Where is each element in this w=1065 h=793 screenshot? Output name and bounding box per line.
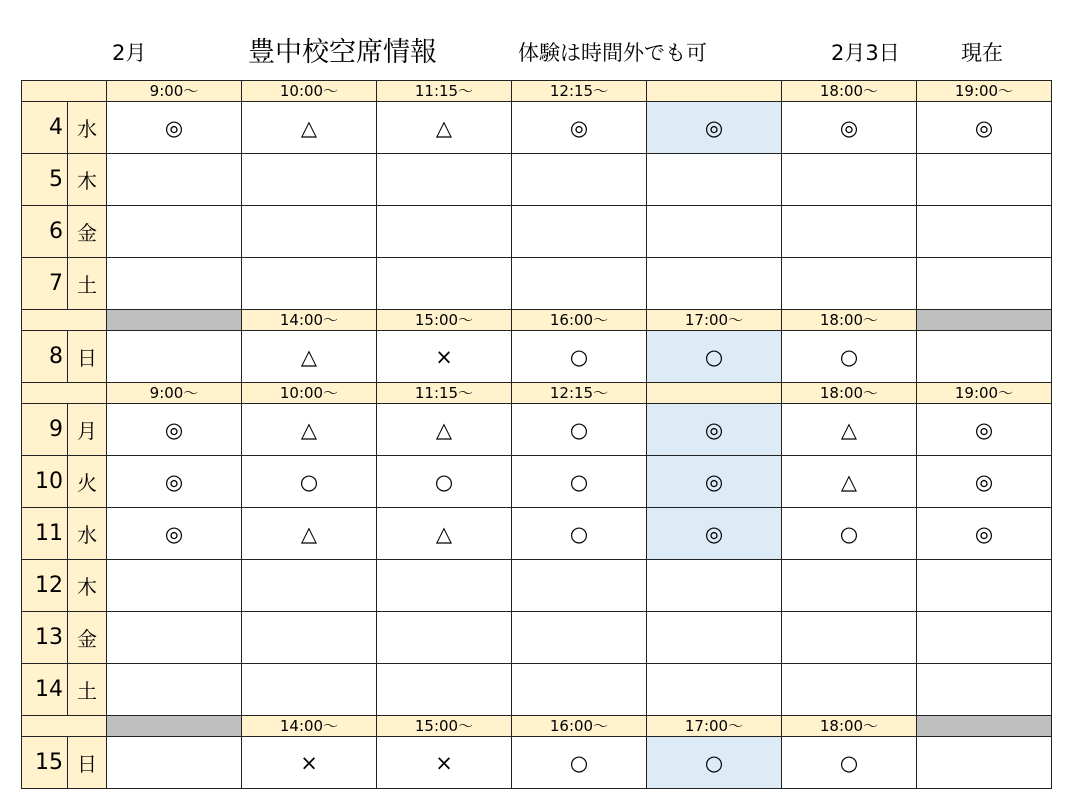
closed-slot [512,612,647,664]
availability-mark: ◎ [107,404,242,456]
month-label: 2月 [112,41,147,65]
day-row [22,154,1052,206]
availability-table [21,80,1052,789]
closed-slot [242,560,377,612]
availability-mark: ◎ [647,508,782,560]
availability-mark: ○ [512,404,647,456]
time-slot-label [647,383,782,404]
availability-mark: △ [377,508,512,560]
time-slot-label: 10:00～ [242,383,377,404]
day-number: 13 [22,612,68,664]
availability-mark: ◎ [107,508,242,560]
time-slot-label [917,310,1052,331]
closed-slot [917,560,1052,612]
status-label: 現在 [961,41,1003,65]
closed-slot [107,612,242,664]
day-row [22,102,1052,154]
availability-mark: ◎ [647,404,782,456]
time-row-label-cell [22,716,107,737]
availability-mark: △ [242,508,377,560]
availability-mark: △ [242,331,377,383]
closed-slot [107,331,242,383]
availability-mark: ○ [242,456,377,508]
day-of-week: 木 [68,154,107,206]
day-number: 4 [22,102,68,154]
day-number: 15 [22,737,68,789]
closed-slot [782,206,917,258]
time-row-label-cell [22,81,107,102]
closed-slot [917,331,1052,383]
closed-slot [782,154,917,206]
day-number: 11 [22,508,68,560]
availability-mark: ○ [647,737,782,789]
availability-mark: △ [377,102,512,154]
availability-mark: ○ [512,456,647,508]
closed-slot [782,258,917,310]
date-label: 2月3日 [831,41,900,65]
closed-slot [647,154,782,206]
availability-mark: △ [242,404,377,456]
closed-slot [377,258,512,310]
day-of-week: 土 [68,664,107,716]
day-of-week: 日 [68,737,107,789]
day-number: 6 [22,206,68,258]
closed-slot [917,612,1052,664]
closed-slot [107,737,242,789]
closed-slot [782,560,917,612]
day-of-week: 火 [68,456,107,508]
day-of-week: 水 [68,102,107,154]
closed-slot [917,737,1052,789]
time-slot-label [647,81,782,102]
availability-mark: ○ [782,331,917,383]
closed-slot [512,258,647,310]
availability-mark: ◎ [107,102,242,154]
closed-slot [107,258,242,310]
time-slot-label: 16:00～ [512,310,647,331]
closed-slot [917,664,1052,716]
time-slot-label: 9:00～ [107,81,242,102]
closed-slot [377,560,512,612]
closed-slot [107,206,242,258]
day-number: 7 [22,258,68,310]
day-of-week: 日 [68,331,107,383]
time-slot-label: 11:15～ [377,81,512,102]
availability-mark: ○ [512,331,647,383]
closed-slot [242,664,377,716]
closed-slot [377,612,512,664]
closed-slot [512,154,647,206]
day-number: 9 [22,404,68,456]
availability-mark: △ [782,456,917,508]
time-header-row [22,310,1052,331]
page-title: 豊中校空席情報 [248,37,437,68]
closed-slot [782,612,917,664]
day-of-week: 土 [68,258,107,310]
day-row [22,664,1052,716]
day-of-week: 木 [68,560,107,612]
availability-mark: ○ [512,737,647,789]
closed-slot [512,560,647,612]
availability-mark: △ [782,404,917,456]
day-number: 10 [22,456,68,508]
availability-mark: × [377,331,512,383]
availability-mark: × [242,737,377,789]
time-slot-label: 16:00～ [512,716,647,737]
trial-note: 体験は時間外でも可 [518,41,707,65]
availability-mark: ◎ [647,456,782,508]
closed-slot [377,206,512,258]
availability-mark: ○ [647,331,782,383]
time-slot-label: 15:00～ [377,716,512,737]
day-row [22,258,1052,310]
time-header-row [22,716,1052,737]
availability-mark: ◎ [917,508,1052,560]
availability-mark: ○ [782,737,917,789]
day-row [22,456,1052,508]
day-number: 14 [22,664,68,716]
time-header-row [22,81,1052,102]
day-number: 8 [22,331,68,383]
availability-mark: △ [242,102,377,154]
availability-mark: ◎ [107,456,242,508]
time-header-row [22,383,1052,404]
time-row-label-cell [22,383,107,404]
availability-mark: × [377,737,512,789]
day-of-week: 水 [68,508,107,560]
time-slot-label: 19:00～ [917,81,1052,102]
day-of-week: 月 [68,404,107,456]
time-row-label-cell [22,310,107,331]
day-row [22,612,1052,664]
closed-slot [242,154,377,206]
availability-mark: ○ [377,456,512,508]
time-slot-label: 19:00～ [917,383,1052,404]
time-slot-label: 14:00～ [242,716,377,737]
closed-slot [377,664,512,716]
closed-slot [647,664,782,716]
closed-slot [647,206,782,258]
closed-slot [242,258,377,310]
closed-slot [107,154,242,206]
availability-mark: ○ [782,508,917,560]
day-row [22,737,1052,789]
closed-slot [647,612,782,664]
closed-slot [107,664,242,716]
time-slot-label: 10:00～ [242,81,377,102]
availability-mark: ◎ [512,102,647,154]
closed-slot [782,664,917,716]
closed-slot [242,612,377,664]
closed-slot [377,154,512,206]
time-slot-label: 18:00～ [782,81,917,102]
time-slot-label: 18:00～ [782,383,917,404]
closed-slot [512,664,647,716]
day-row [22,508,1052,560]
closed-slot [917,206,1052,258]
time-slot-label: 18:00～ [782,310,917,331]
availability-mark: ◎ [917,102,1052,154]
closed-slot [917,258,1052,310]
availability-mark: ◎ [917,404,1052,456]
time-slot-label [917,716,1052,737]
availability-mark: △ [377,404,512,456]
time-slot-label: 11:15～ [377,383,512,404]
closed-slot [647,258,782,310]
time-slot-label: 15:00～ [377,310,512,331]
day-of-week: 金 [68,206,107,258]
day-number: 12 [22,560,68,612]
closed-slot [242,206,377,258]
day-row [22,206,1052,258]
time-slot-label: 12:15～ [512,383,647,404]
time-slot-label [107,716,242,737]
time-slot-label: 18:00～ [782,716,917,737]
closed-slot [107,560,242,612]
time-slot-label: 14:00～ [242,310,377,331]
closed-slot [647,560,782,612]
day-of-week: 金 [68,612,107,664]
time-slot-label: 17:00～ [647,310,782,331]
closed-slot [512,206,647,258]
availability-mark: ○ [512,508,647,560]
availability-mark: ◎ [782,102,917,154]
time-slot-label: 12:15～ [512,81,647,102]
time-slot-label [107,310,242,331]
day-row [22,404,1052,456]
time-slot-label: 17:00～ [647,716,782,737]
day-number: 5 [22,154,68,206]
availability-mark: ◎ [647,102,782,154]
availability-mark: ◎ [917,456,1052,508]
closed-slot [917,154,1052,206]
time-slot-label: 9:00～ [107,383,242,404]
day-row [22,331,1052,383]
day-row [22,560,1052,612]
